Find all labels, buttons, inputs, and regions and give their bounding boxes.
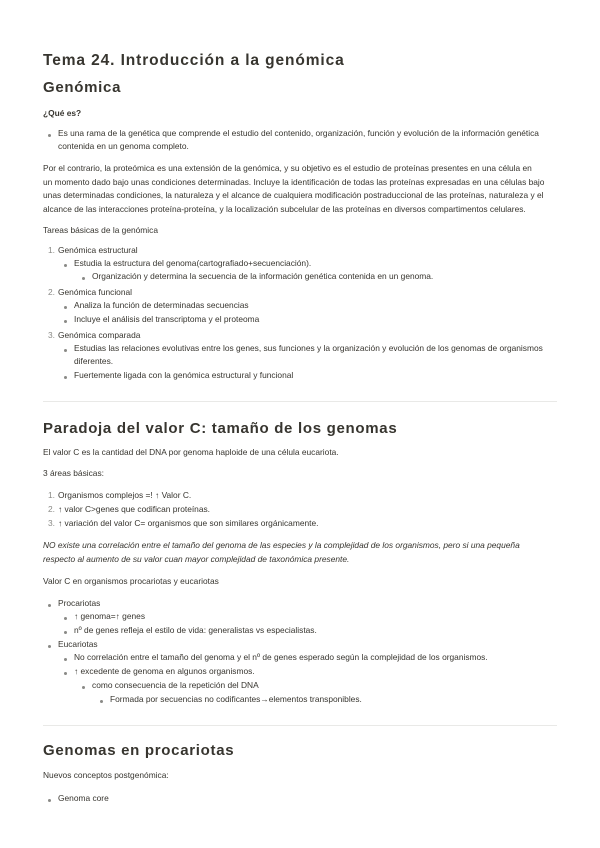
section-heading-paradoja: Paradoja del valor C: tamaño de los genomas (43, 420, 398, 437)
section-divider (43, 401, 557, 402)
bullet-dot-icon (82, 277, 85, 280)
list-subitem: nº de genes refleja el estilo de vida: generalistas vs especialistas. (74, 625, 317, 635)
area-item: ↑ valor C>genes que codifican proteínas. (58, 504, 211, 514)
bullet-dot-icon (82, 686, 85, 689)
bullet-dot-icon (48, 799, 51, 802)
bullet-dot-icon (64, 264, 67, 267)
proteomics-paragraph-line2: un momento dado bajo unas condiciones determinadas. Incluye la identificación de todas las proteínas expresadas en una células bajo (43, 177, 545, 187)
list-number: 3. (48, 518, 55, 528)
definition-bullet-line2: contenida en un genoma completo. (58, 141, 189, 151)
bullet-dot-icon (64, 631, 67, 634)
bullet-dot-icon (64, 306, 67, 309)
proteomics-paragraph-line3: unas determinadas condiciones, la naturaleza y el alcance de cualquiera modificación postraduccional de las proteínas, naturaleza y el (43, 190, 544, 200)
postgenomic-concepts-label: Nuevos conceptos postgenómica: (43, 770, 169, 780)
bullet-dot-icon (100, 700, 103, 703)
section-divider (43, 725, 557, 726)
bullet-dot-icon (48, 604, 51, 607)
list-subitem-continuation: diferentes. (74, 356, 114, 366)
definition-bullet-line1: Es una rama de la genética que comprende el estudio del contenido, organización, función y evolución de la información genética (58, 128, 539, 138)
bullet-dot-icon (64, 349, 67, 352)
list-item-procariotas: Procariotas (58, 598, 101, 608)
list-subitem: ↑ genoma=↑ genes (74, 611, 146, 621)
bullet-dot-icon (64, 376, 67, 379)
section-heading-procariotas: Genomas en procariotas (43, 742, 235, 759)
list-subitem: Estudias las relaciones evolutivas entre los genes, sus funciones y la organización y evolución de los genomas de organismos (74, 343, 543, 353)
list-item-genomica-comparada: Genómica comparada (58, 330, 141, 340)
list-subitem: No correlación entre el tamaño del genoma y el nº de genes esperado según la complejidad de los organismos. (74, 652, 488, 662)
list-subitem: Organización y determina la secuencia de la información genética contenida en un genoma. (92, 271, 434, 281)
list-item-eucariotas: Eucariotas (58, 639, 98, 649)
area-item: ↑ variación del valor C= organismos que son similares orgánicamente. (58, 518, 319, 528)
page-title: Tema 24. Introducción a la genómica (43, 52, 345, 69)
bullet-dot-icon (64, 672, 67, 675)
list-subitem: Formada por secuencias no codificantes→elementos transponibles. (110, 694, 362, 704)
correlation-note-line1: NO existe una correlación entre el tamaño del genoma de las especies y la complejidad de los organismos, pero si una pequeña (43, 540, 520, 550)
list-item-genomica-estructural: Genómica estructural (58, 245, 138, 255)
list-number: 1. (48, 245, 55, 255)
area-item: Organismos complejos =! ↑ Valor C. (58, 490, 192, 500)
bullet-dot-icon (48, 134, 51, 137)
list-subitem: Analiza la función de determinadas secuencias (74, 300, 249, 310)
valor-c-definition: El valor C es la cantidad del DNA por genoma haploide de una célula eucariota. (43, 447, 339, 457)
proteomics-paragraph-line4: alcance de las interacciones proteína-proteína, y la localización subcelular de las proteínas en diversos compartimentos celulares. (43, 204, 526, 214)
bullet-dot-icon (64, 617, 67, 620)
list-number: 2. (48, 287, 55, 297)
list-subitem: Estudia la estructura del genoma(cartografiado+secuenciación). (74, 258, 312, 268)
question-label: ¿Qué es? (43, 108, 82, 118)
list-number: 1. (48, 490, 55, 500)
list-subitem: Incluye el análisis del transcriptoma y el proteoma (74, 314, 260, 324)
list-item-genoma-core: Genoma core (58, 793, 109, 803)
list-subitem: como consecuencia de la repetición del DNA (92, 680, 259, 690)
bullet-dot-icon (64, 658, 67, 661)
bullet-dot-icon (64, 320, 67, 323)
correlation-note-line2: respecto al aumento de su valor cuan mayor complejidad de taxonómica presente. (43, 554, 350, 564)
areas-label: 3 áreas básicas: (43, 468, 104, 478)
bullet-dot-icon (48, 645, 51, 648)
tasks-label: Tareas básicas de la genómica (43, 225, 158, 235)
list-subitem: ↑ excedente de genoma en algunos organismos. (74, 666, 255, 676)
valor-c-organisms-label: Valor C en organismos procariotas y eucariotas (43, 576, 219, 586)
list-number: 2. (48, 504, 55, 514)
section-heading-genomica: Genómica (43, 79, 122, 96)
list-subitem: Fuertemente ligada con la genómica estructural y funcional (74, 370, 294, 380)
proteomics-paragraph-line1: Por el contrario, la proteómica es una extensión de la genómica, y su objetivo es el estudio de proteínas presentes en una célula en (43, 163, 532, 173)
list-item-genomica-funcional: Genómica funcional (58, 287, 133, 297)
list-number: 3. (48, 330, 55, 340)
